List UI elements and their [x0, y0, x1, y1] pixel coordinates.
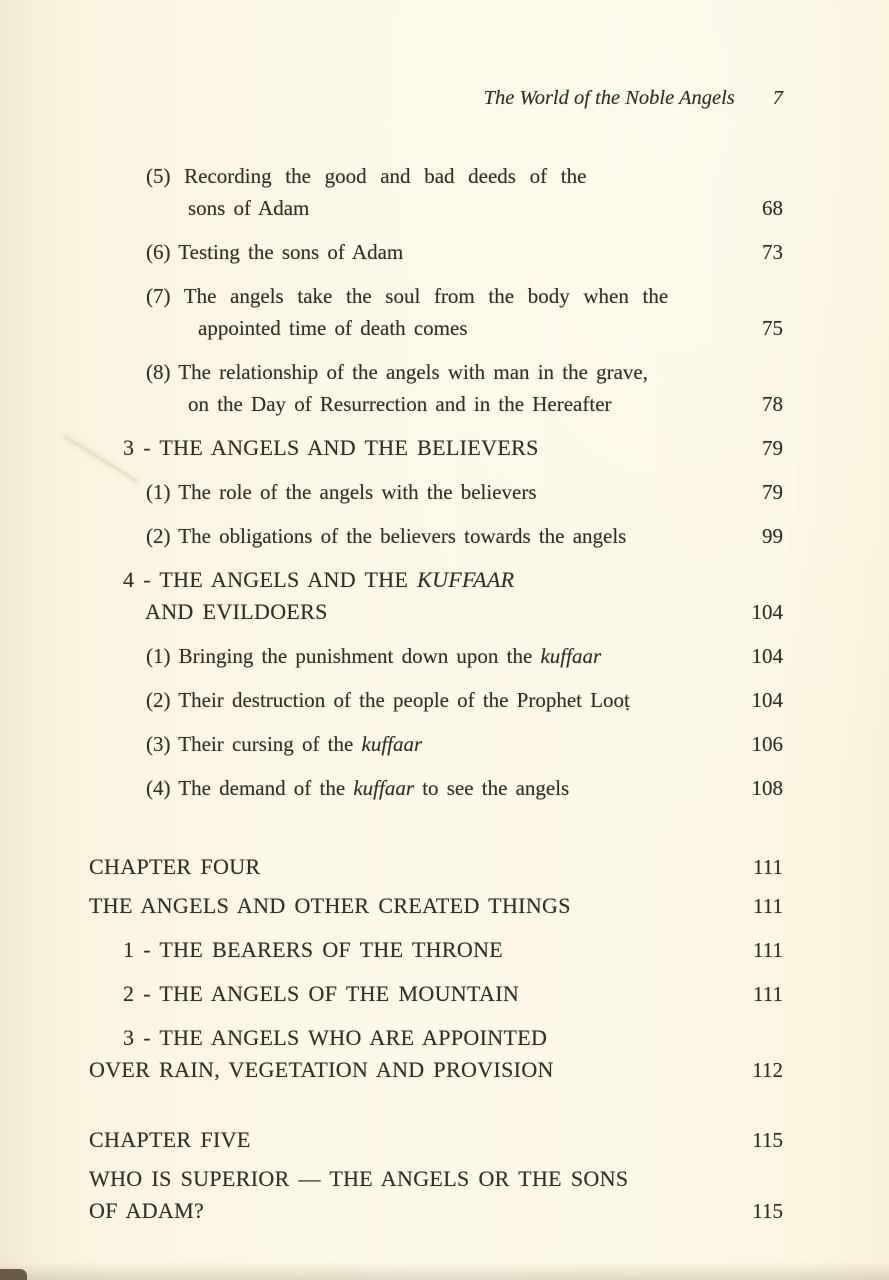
toc-entry-line: CHAPTER FIVE: [89, 1127, 251, 1152]
running-header-page-number: 7: [772, 87, 783, 109]
toc-entry-line: (2) Their destruction of the people of the Prophet Looṭ: [146, 688, 630, 712]
toc-entry-line: (2) The obligations of the believers towards the angels: [146, 524, 627, 548]
scan-corner-shadow-artifact: [0, 1269, 27, 1280]
toc-entry: [89, 356, 783, 420]
toc-entry-page-number: 104: [751, 644, 783, 668]
toc-entry-title: [89, 476, 737, 508]
toc-entry-line: 2 - THE ANGELS OF THE MOUNTAIN: [123, 981, 520, 1006]
toc-entry: [89, 851, 783, 883]
toc-entry-page-number: 99: [762, 524, 783, 548]
toc-entry-title: [89, 564, 737, 628]
toc-entry-line: (3) Their cursing of the kuffaar: [146, 732, 423, 756]
toc-entry-line: (1) Bringing the punishment down upon the kuffaar: [146, 644, 602, 668]
toc-entry-page-number: 79: [762, 436, 783, 460]
toc-entry-title: [89, 432, 737, 464]
toc-entry: [89, 728, 783, 760]
toc-entry: [89, 978, 783, 1010]
toc-entry-line: appointed time of death comes: [198, 316, 468, 340]
toc-entry-line: AND EVILDOERS: [145, 599, 328, 624]
toc-entry: [89, 476, 783, 508]
toc-entry-page-number: 79: [762, 480, 783, 504]
toc-entry-line: (6) Testing the sons of Adam: [146, 240, 404, 264]
toc-entry-page-number: 68: [762, 196, 783, 220]
toc-entry-title: [89, 851, 737, 883]
toc-entry-title: [89, 978, 737, 1010]
toc-entry-page-number: 112: [752, 1058, 783, 1082]
toc-entry-title: [89, 1022, 737, 1086]
toc-entry: [89, 684, 783, 716]
toc-entry-page-number: 111: [753, 855, 783, 879]
toc-entry-page-number: 115: [752, 1128, 783, 1152]
toc-entry: [89, 520, 783, 552]
toc-entry-page-number: 75: [762, 316, 783, 340]
toc-entry-page-number: 108: [751, 776, 783, 800]
toc-entry-line: 3 - THE ANGELS AND THE BELIEVERS: [123, 435, 539, 460]
toc-entry-page-number: 106: [751, 732, 783, 756]
toc-entry-line: (7) The angels take the soul from the body when the: [146, 284, 669, 308]
toc-entry-page-number: 104: [751, 688, 783, 712]
toc-entry-title: [89, 934, 737, 966]
toc-entry-title: [89, 236, 737, 268]
toc-entry-title: [89, 280, 737, 344]
toc-entry: [89, 772, 783, 804]
toc-entry-line: (5) Recording the good and bad deeds of the: [146, 164, 587, 188]
toc-entry: [89, 1022, 783, 1086]
toc-entry: [89, 236, 783, 268]
toc-entry-title: [89, 728, 737, 760]
toc-entry-title: [89, 640, 737, 672]
toc-entry: [89, 564, 783, 628]
toc-entry: [89, 934, 783, 966]
toc-entry-line: OF ADAM?: [89, 1198, 205, 1223]
toc-entry: [89, 1124, 783, 1156]
toc-entry-title: [89, 1163, 737, 1227]
toc-entry: [89, 432, 783, 464]
toc-entry-line: sons of Adam: [188, 196, 310, 220]
toc-entry-line: THE ANGELS AND OTHER CREATED THINGS: [89, 893, 571, 918]
toc-entry-page-number: 78: [762, 392, 783, 416]
toc-entry-page-number: 73: [762, 240, 783, 264]
toc-entry-page-number: 111: [753, 894, 783, 918]
toc-entry: [89, 1163, 783, 1227]
running-header-title: The World of the Noble Angels: [483, 87, 735, 109]
toc-entry-line: 4 - THE ANGELS AND THE KUFFAAR: [123, 567, 515, 592]
toc-entry-title: [89, 160, 737, 224]
toc-entry-line: OVER RAIN, VEGETATION AND PROVISION: [89, 1057, 554, 1082]
toc-entry-page-number: 104: [751, 600, 783, 624]
toc-entry-line: (8) The relationship of the angels with man in the grave,: [146, 360, 648, 384]
toc-entry-line: 1 - THE BEARERS OF THE THRONE: [123, 937, 504, 962]
toc-entry-line: on the Day of Resurrection and in the Hereafter: [188, 392, 612, 416]
toc-entry: [89, 280, 783, 344]
toc-entry-title: [89, 520, 737, 552]
toc-entry: [89, 640, 783, 672]
toc-entry-page-number: 111: [753, 938, 783, 962]
toc-entry-line: (4) The demand of the kuffaar to see the angels: [146, 776, 570, 800]
toc-entry-title: [89, 356, 737, 420]
toc-entry-page-number: 115: [752, 1199, 783, 1223]
toc-entry: [89, 160, 783, 224]
toc-entry-line: CHAPTER FOUR: [89, 854, 261, 879]
toc-entry-page-number: 111: [753, 982, 783, 1006]
toc-entry-line: (1) The role of the angels with the believers: [146, 480, 537, 504]
toc-entry-line: 3 - THE ANGELS WHO ARE APPOINTED: [123, 1025, 548, 1050]
toc-entry-title: [89, 1124, 737, 1156]
toc-list: [89, 160, 783, 1227]
toc-entry-line: WHO IS SUPERIOR — THE ANGELS OR THE SONS: [89, 1166, 629, 1191]
toc-entry-title: [89, 890, 737, 922]
toc-entry-title: [89, 772, 737, 804]
toc-entry: [89, 890, 783, 922]
running-header: [89, 84, 783, 112]
toc-entry-title: [89, 684, 737, 716]
